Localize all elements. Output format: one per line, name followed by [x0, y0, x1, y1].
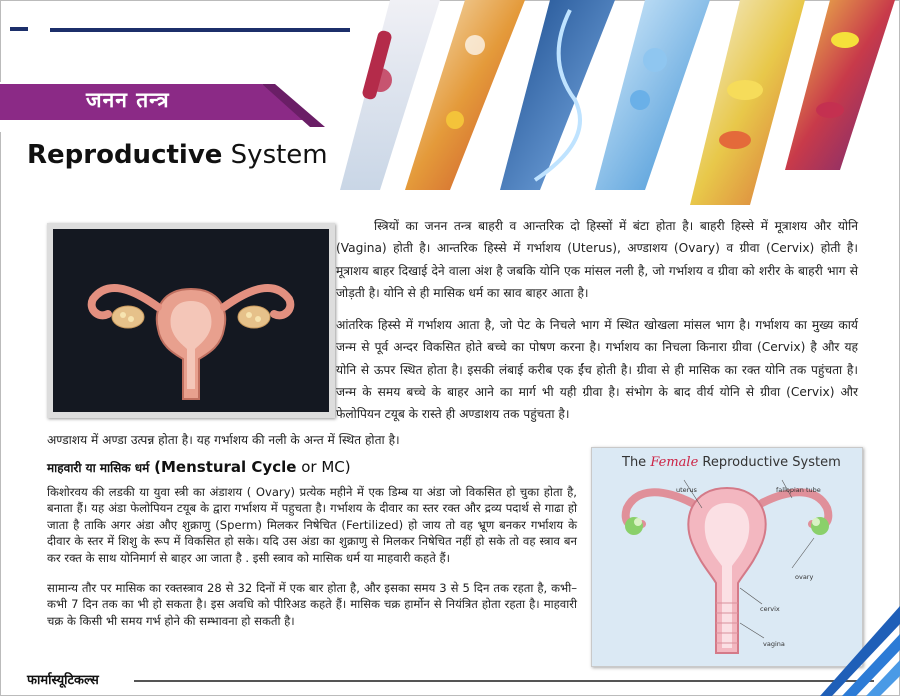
ovary-paragraph: अण्डाशय में अण्डा उत्पन्न होता है। यह गर्भाशय की नली के अन्त में स्थित होता है।: [47, 433, 400, 447]
diagram-title: [622, 455, 841, 470]
label-cervix: cervix: [760, 605, 780, 613]
page-title: [27, 140, 328, 170]
intro-paragraph: स्त्रियों का जनन तन्त्र बाहरी व आन्तरिक दो हिस्सों में बंटा होता है। बाहरी हिस्से में मूत्राशय और योनि (Vagina) होती है। आन्तरिक हिस्से में गर्भाशय (Uterus), अण्डाशय (Ovary) व ग्रीवा (Cervix) होती है। मूत्राशय बाहर दिखाई देने वाला अंश है जबकि योनि एक मांसल नली है, जो गर्भाशय व ग्रीवा को शरीर के बाहरी भाग से जोड़ती है। योनि से ही मासिक धर्म का स्राव बाहर आता है।: [336, 219, 858, 300]
label-vagina: vagina: [763, 640, 785, 648]
diagram-title-pre: The: [622, 455, 647, 470]
pharma-image-strips: [335, 0, 900, 210]
corner-stripes: [820, 586, 900, 696]
title-regular: System: [230, 140, 328, 170]
menstrual-heading-english: (Menstural Cycle: [154, 458, 297, 476]
menstrual-heading-hindi: माहवारी या मासिक धर्म: [47, 461, 150, 475]
top-rule: [50, 28, 350, 32]
label-uterus: uterus: [676, 486, 697, 494]
menstrual-heading: [47, 458, 351, 476]
diagram-title-female: Female: [650, 455, 699, 470]
label-fallopian-tube: fallopian tube: [776, 486, 821, 494]
top-dash: [10, 27, 28, 31]
menstrual-paragraph-2: सामान्य तौर पर मासिक का रक्तस्त्राव 28 से 32 दिनों में एक बार होता है, और इसका समय 3 से 5 दिन तक रहता है, कभी–कभी 7 दिन तक का भी हो सकता है। इस अवधि को पीरिअड कहते हैं। मासिक चक्र हार्मोन से नियंत्रित होता रहता है। माहवारी चक्र के किसी भी समय गर्भ होने की सम्भावना हो सकती है।: [47, 581, 577, 628]
footer-label: फार्मास्यूटिकल्स: [27, 673, 99, 688]
label-ovary: ovary: [795, 573, 814, 581]
uterus-image: [53, 229, 329, 412]
banner-hindi-title: जनन तन्त्र: [86, 88, 170, 112]
diagram-title-post: Reproductive System: [702, 455, 841, 470]
uterus-paragraph: आंतरिक हिस्से में गर्भाशय आता है, जो पेट के निचले भाग में स्थित खोखला मांसल भाग है। गर्भाशय का मुख्य कार्य जन्म से पूर्व अन्दर विकसित होते बच्चे का पोषण करना है। गर्भाशय का निचला किनारा ग्रीवा (Cervix) है और यह योनि से ऊपर स्थित होता है। इसकी लंबाई करीब एक ईंच होती है। ग्रीवा से ही मासिक का रक्त योनि तक पहुंचता है। जन्म के समय बच्चे के बाहर आने का मार्ग भी यही ग्रीवा है। संभोग के बाद वीर्य योनि से ग्रीवा (Cervix) और फेलोपियन टयूब के रास्ते ही अण्डाशय तक पहुंचता है।: [336, 318, 858, 422]
menstrual-paragraph-1: किशोरवय की लडकी या युवा स्त्री का अंडाशय ( Ovary) प्रत्येक महीने में एक डिम्ब या अंडा जो विकसित हो चुका होता है, बनाता हैं। यह अंडा फेलोपियन टयूब के द्वारा गर्भाशय में पहुचता है। गर्भाशय के दीवार का स्तर रक्त और द्रव्य पदार्थ से गाढा हो जाता है ताकि अगर अंडा औए शुक्राणु (Sperm) मिलकर निषेचित (Fertilized) हो जाय तो वह भ्रूण बनकर गर्भाशय के दीवार के स्तर में शिशु के रूप में विकसित हो सके। यदि उस अंडा का शुक्राणु से मिलकर निषेचित नहीं हो सके तो वह स्त्राव बन कर रक्त के साथ योनिमार्ग से बाहर आ जाता है . इसी स्त्राव को मासिक धर्म या माहवारी कहते हैं।: [47, 485, 577, 565]
menstrual-heading-abbr: or MC): [301, 458, 351, 476]
footer-rule: [134, 680, 874, 682]
uterus-illustration: [47, 223, 335, 418]
title-bold: Reproductive: [27, 140, 223, 170]
